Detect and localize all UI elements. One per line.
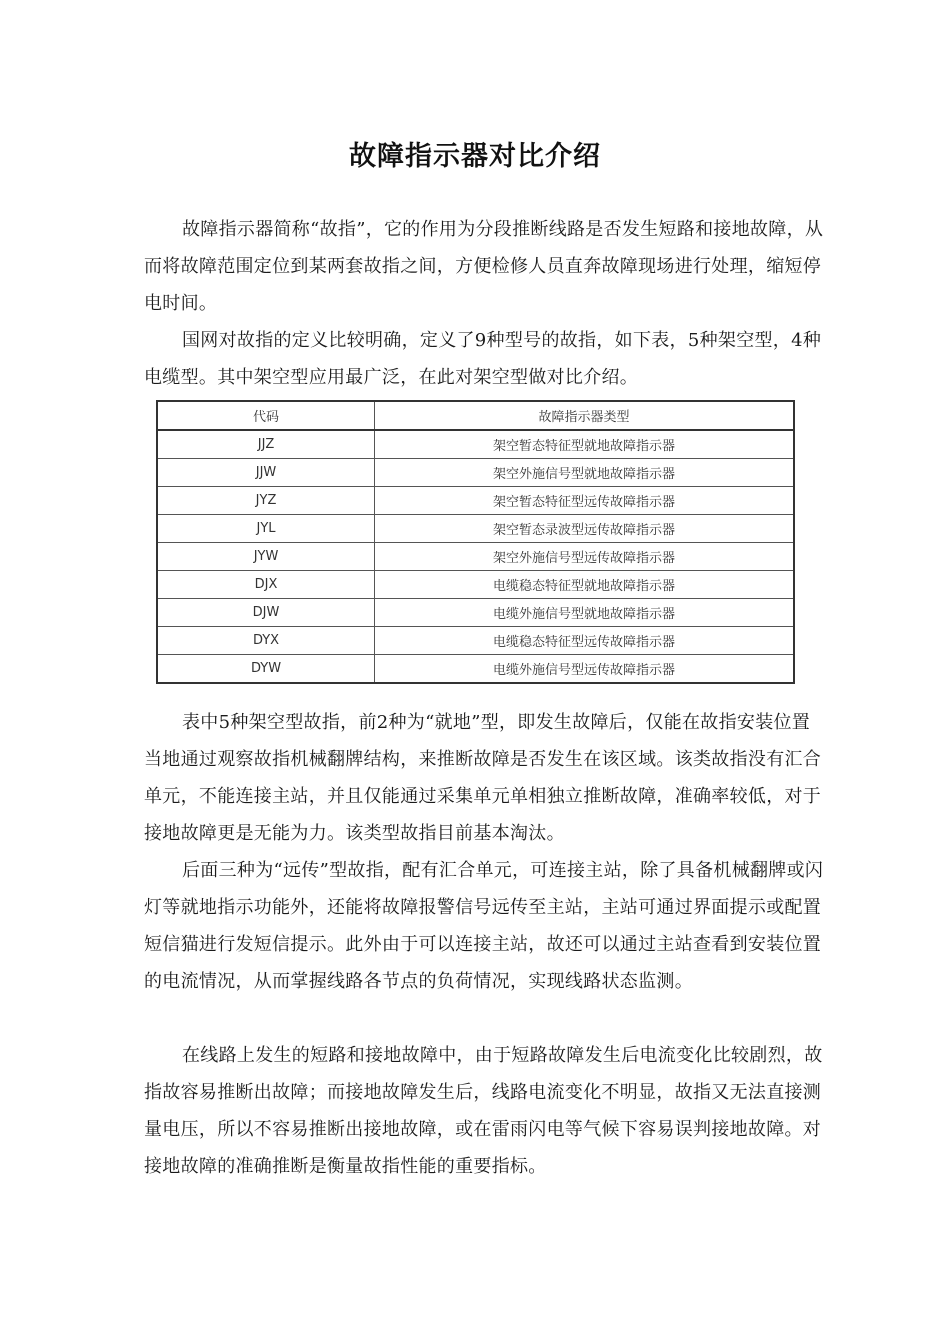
cell-type: 电缆外施信号型就地故障指示器 xyxy=(375,599,794,627)
column-header-type: 故障指示器类型 xyxy=(375,401,794,430)
table-row xyxy=(157,430,794,459)
table-row xyxy=(157,459,794,487)
table-row xyxy=(157,487,794,515)
paragraph-definition: 国网对故指的定义比较明确，定义了9种型号的故指，如下表，5种架空型，4种电缆型。其中架空型应用最广泛，在此对架空型做对比介绍。 xyxy=(144,330,822,388)
table-row xyxy=(157,599,794,627)
cell-code: JYL xyxy=(157,515,375,543)
cell-type: 架空暂态录波型远传故障指示器 xyxy=(375,515,794,543)
cell-code: DJX xyxy=(157,571,375,599)
cell-type: 架空暂态特征型远传故障指示器 xyxy=(375,487,794,515)
cell-type: 架空暂态特征型就地故障指示器 xyxy=(375,430,794,459)
paragraph-intro: 故障指示器简称“故指”，它的作用为分段推断线路是否发生短路和接地故障，从而将故障范围定位到某两套故指之间，方便检修人员直奔故障现场进行处理，缩短停电时间。 xyxy=(144,219,824,314)
cell-type: 架空外施信号型远传故障指示器 xyxy=(375,543,794,571)
table-row xyxy=(157,571,794,599)
page-title: 故障指示器对比介绍 xyxy=(349,141,601,172)
cell-code: JJW xyxy=(157,459,375,487)
cell-code: JYZ xyxy=(157,487,375,515)
cell-type: 架空外施信号型就地故障指示器 xyxy=(375,459,794,487)
table-row xyxy=(157,543,794,571)
cell-type: 电缆稳态特征型远传故障指示器 xyxy=(375,627,794,655)
fault-indicator-type-table xyxy=(156,400,795,684)
cell-type: 电缆外施信号型远传故障指示器 xyxy=(375,655,794,684)
table-row xyxy=(157,515,794,543)
paragraph-remote-type: 后面三种为“远传”型故指，配有汇合单元，可连接主站，除了具备机械翻牌或闪灯等就地指示功能外，还能将故障报警信号远传至主站，主站可通过界面提示或配置短信猫进行发短信提示。此外由于可以连接主站，故还可以通过主站查看到安装位置的电流情况，从而掌握线路各节点的负荷情况，实现线路状态监测。 xyxy=(144,860,824,992)
column-header-code: 代码 xyxy=(157,401,375,430)
paragraph-ground-fault: 在线路上发生的短路和接地故障中，由于短路故障发生后电流变化比较剧烈，故指故容易推断出故障；而接地故障发生后，线路电流变化不明显，故指又无法直接测量电压，所以不容易推断出接地故障，或在雷雨闪电等气候下容易误判接地故障。对接地故障的准确推断是衡量故指性能的重要指标。 xyxy=(144,1045,823,1177)
cell-code: JJZ xyxy=(157,430,375,459)
table-header-row xyxy=(157,401,794,430)
cell-code: DYW xyxy=(157,655,375,684)
cell-type: 电缆稳态特征型就地故障指示器 xyxy=(375,571,794,599)
paragraph-local-type: 表中5种架空型故指，前2种为“就地”型，即发生故障后，仅能在故指安装位置当地通过观察故指机械翻牌结构，来推断故障是否发生在该区域。该类故指没有汇合单元，不能连接主站，并且仅能通过采集单元单相独立推断故障，准确率较低，对于接地故障更是无能为力。该类型故指目前基本淘汰。 xyxy=(144,712,822,844)
table-row xyxy=(157,655,794,684)
cell-code: DJW xyxy=(157,599,375,627)
cell-code: JYW xyxy=(157,543,375,571)
cell-code: DYX xyxy=(157,627,375,655)
table-row xyxy=(157,627,794,655)
